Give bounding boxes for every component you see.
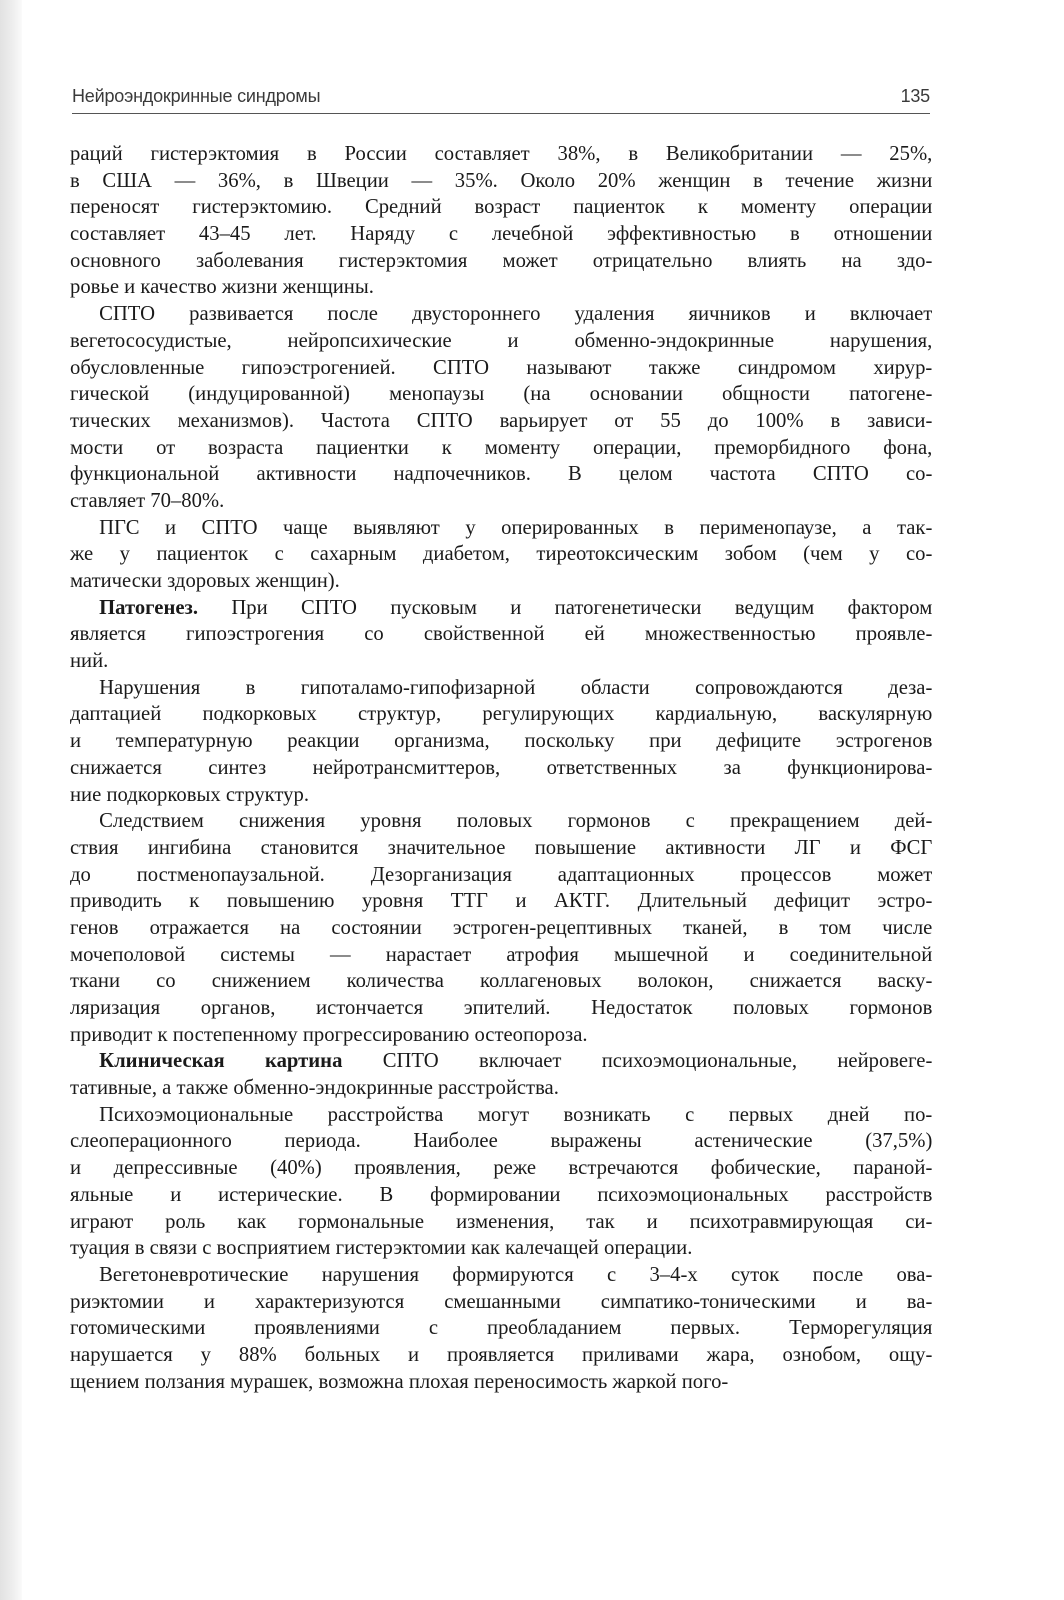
- text-line: ровье и качество жизни женщины.: [70, 274, 374, 299]
- text-line: же у пациенток с сахарным диабетом, тиреотоксическим зобом (чем у со-: [70, 541, 933, 566]
- text-line: ляризация органов, истончается эпителий. Недостаток половых гормонов: [70, 995, 933, 1019]
- text-line: до постменопаузальной. Дезорганизация адаптационных процессов может: [70, 861, 933, 886]
- running-title: Нейроэндокринные синдромы: [72, 86, 321, 106]
- text-line: приводит к постепенному прогрессированию остеопороза.: [70, 1021, 588, 1046]
- text-line: ПГС и СПТО чаще выявляют у оперированных в перименопаузе, а так-: [99, 514, 933, 539]
- text-line: приводить к повышению уровня ТТГ и АКТГ. Длительный дефицит эстро-: [70, 888, 933, 913]
- text-line: тических механизмов). Частота СПТО варьирует от 55 до 100% в зависи-: [70, 407, 933, 432]
- paragraph: [70, 1101, 932, 1261]
- text-line: Психоэмоциональные расстройства могут возникать с первых дней по-: [99, 1101, 933, 1126]
- text-line: обусловленные гипоэстрогенией. СПТО называют также синдромом хирур-: [70, 354, 933, 379]
- text-line: мочеполовой системы — нарастает атрофия мышечной и соединительной: [70, 941, 933, 966]
- running-header: [72, 86, 930, 114]
- text-line: Вегетоневротические нарушения формируются с 3–4-х суток после ова-: [99, 1261, 933, 1286]
- line-text: СПТО включает психоэмоциональные, нейровеге-: [342, 1048, 933, 1073]
- text-line: и депрессивные (40%) проявления, реже встречаются фобические, параной-: [70, 1155, 933, 1180]
- text-line: вегетососудистые, нейропсихические и обменно-эндокринные нарушения,: [70, 327, 933, 352]
- paragraph: [70, 1261, 932, 1394]
- text-line: [70, 1047, 932, 1074]
- paragraph: [70, 300, 932, 514]
- text-line: туация в связи с восприятием гистерэктомии как калечащей операции.: [70, 1235, 693, 1260]
- paragraph: [70, 807, 932, 1047]
- text-line: СПТО развивается после двустороннего удаления яичников и включает: [99, 301, 933, 326]
- paragraph: [70, 1047, 932, 1100]
- text-line: яльные и истерические. В формировании психоэмоциональных расстройств: [70, 1181, 933, 1206]
- header-rule: [72, 113, 930, 114]
- paragraph: [70, 514, 932, 594]
- text-line: ние подкорковых структур.: [70, 781, 310, 806]
- text-line: готомическими проявлениями с преобладанием первых. Терморегуляция: [70, 1315, 933, 1340]
- text-line: функциональной активности надпочечников. В целом частота СПТО со-: [70, 461, 933, 486]
- text-line: [70, 594, 932, 621]
- text-line: ствия ингибина становится значительное повышение активности ЛГ и ФСГ: [70, 834, 933, 859]
- text-line: щением ползания мурашек, возможна плохая переносимость жаркой пого-: [70, 1368, 729, 1393]
- text-line: риэктомии и характеризуются смешанными симпатико-тоническими и ва-: [70, 1288, 933, 1313]
- text-line: является гипоэстрогения со свойственной ей множественностью проявле-: [70, 621, 933, 646]
- body-text: [70, 140, 932, 1394]
- text-line: и температурную реакции организма, поскольку при дефиците эстрогенов: [70, 728, 933, 753]
- bold-lead-term: Клиническая картина: [99, 1048, 343, 1073]
- text-line: слеоперационного периода. Наиболее выражены астенические (37,5%): [70, 1128, 933, 1153]
- text-line: тативные, а также обменно-эндокринные расстройства.: [70, 1075, 559, 1100]
- paragraph: [70, 594, 932, 674]
- text-line: переносят гистерэктомию. Средний возраст пациенток к моменту операции: [70, 194, 933, 219]
- text-line: нарушается у 88% больных и проявляется приливами жара, ознобом, ощу-: [70, 1341, 933, 1366]
- text-line: раций гистерэктомия в России составляет 38%, в Великобритании — 25%,: [70, 141, 933, 165]
- text-line: ний.: [70, 648, 109, 673]
- text-line: ставляет 70–80%.: [70, 487, 225, 512]
- text-line: даптацией подкорковых структур, регулирующих кардиальную, васкулярную: [70, 701, 933, 726]
- text-line: ткани со снижением количества коллагеновых волокон, снижается васку-: [70, 968, 933, 993]
- text-line: матически здоровых женщин).: [70, 568, 340, 592]
- paragraph: [70, 140, 932, 300]
- paragraph: [70, 674, 932, 807]
- line-text: При СПТО пусковым и патогенетически ведущим фактором: [197, 594, 933, 619]
- bold-lead-term: Патогенез.: [99, 594, 198, 619]
- text-line: играют роль как гормональные изменения, так и психотравмирующая си-: [70, 1208, 933, 1233]
- text-line: в США — 36%, в Швеции — 35%. Около 20% женщин в течение жизни: [70, 167, 933, 192]
- text-line: Следствием снижения уровня половых гормонов с прекращением дей-: [99, 808, 933, 833]
- text-line: гической (индуцированной) менопаузы (на основании общности патогене-: [70, 381, 933, 406]
- text-line: генов отражается на состоянии эстроген-рецептивных тканей, в том числе: [70, 914, 933, 939]
- text-line: снижается синтез нейротрансмиттеров, ответственных за функционирова-: [70, 754, 933, 779]
- page-gutter-shadow: [0, 0, 22, 1600]
- text-line: Нарушения в гипоталамо-гипофизарной области сопровождаются деза-: [99, 674, 933, 699]
- text-line: основного заболевания гистерэктомия может отрицательно влиять на здо-: [70, 247, 933, 272]
- page-number: 135: [900, 86, 930, 106]
- text-line: мости от возраста пациентки к моменту операции, преморбидного фона,: [70, 434, 933, 459]
- text-line: составляет 43–45 лет. Наряду с лечебной эффективностью в отношении: [70, 221, 933, 246]
